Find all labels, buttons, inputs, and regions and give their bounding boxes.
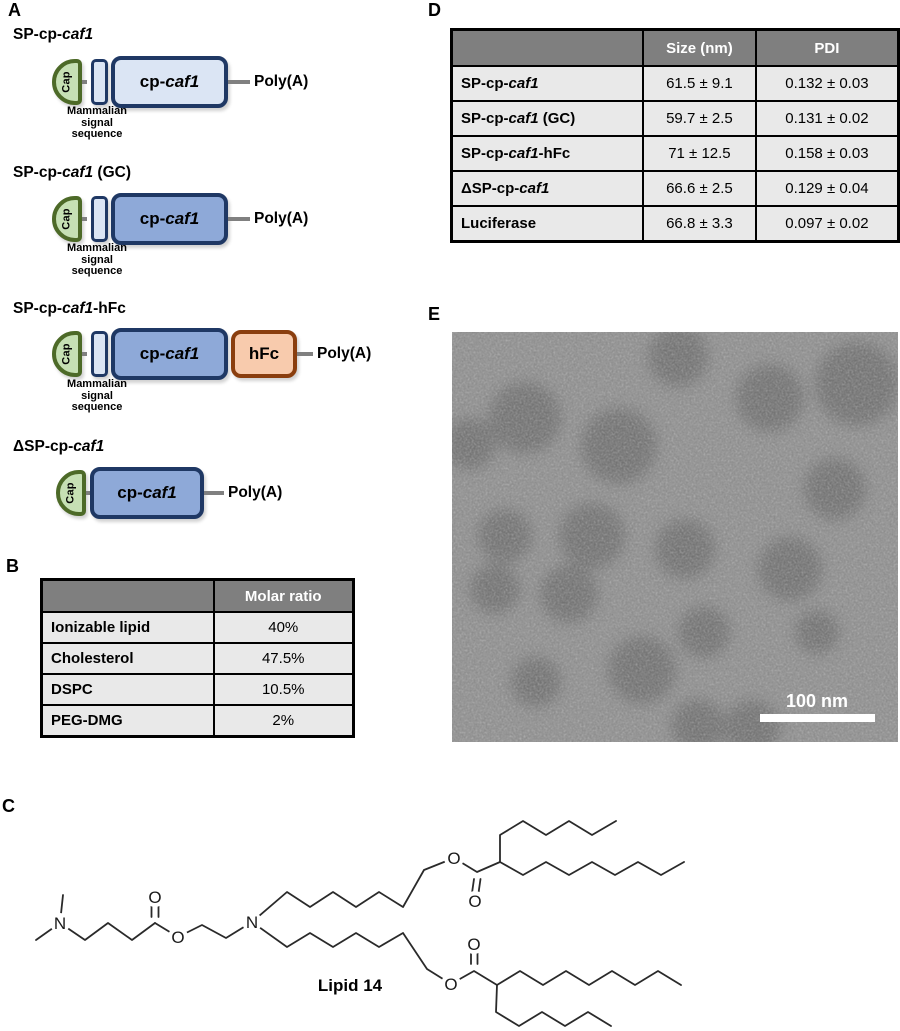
cap-label: Cap (64, 482, 77, 504)
atom-halos (50, 848, 485, 994)
component-name: Ionizable lipid (42, 612, 214, 643)
atom-label-o: O (468, 892, 482, 911)
table-row (452, 206, 899, 242)
table-row (42, 643, 354, 674)
table-row (42, 612, 354, 643)
construct-3-diagram (52, 327, 371, 381)
polya-label: Poly(A) (228, 484, 283, 501)
cap-connector (82, 217, 87, 221)
construct-1-diagram (52, 55, 308, 109)
cap-shape (52, 59, 82, 105)
header-size: Size (nm) (643, 30, 756, 67)
cds-box (111, 56, 228, 108)
signal-label-line1: Mammalian (67, 242, 127, 254)
scale-bar-label: 100 nm (785, 691, 849, 711)
polya-connector (228, 80, 250, 84)
signal-label-line2: signal (81, 389, 113, 402)
atom-labels (54, 849, 482, 994)
panel-c-label: C (2, 796, 15, 816)
molecule-name: Lipid 14 (317, 976, 383, 995)
lipid-structure (0, 780, 900, 1031)
size-value: 71 ± 12.5 (643, 136, 756, 171)
signal-label-line2: signal (81, 253, 113, 266)
panel-b-label: B (6, 556, 19, 576)
cds-box-label-pre: cp- (139, 344, 166, 363)
pdi-value: 0.129 ± 0.04 (756, 171, 899, 206)
cap-shape (52, 331, 82, 377)
size-value: 59.7 ± 2.5 (643, 101, 756, 136)
table-row (42, 674, 354, 705)
sample-name: ΔSP-cp-caf1 (452, 171, 644, 206)
sample-name: Luciferase (452, 206, 644, 242)
atom-label-n: N (245, 913, 259, 932)
atom-label-o: O (148, 888, 162, 907)
polya-label: Poly(A) (317, 345, 372, 362)
polya-label: Poly(A) (254, 210, 309, 227)
signal-label-line3: sequence (71, 128, 123, 140)
pdi-value: 0.097 ± 0.02 (756, 206, 899, 242)
size-value: 66.8 ± 3.3 (643, 206, 756, 242)
pdi-value: 0.158 ± 0.03 (756, 136, 899, 171)
cds-box-label-pre: cp- (139, 209, 166, 228)
signal-sequence-label (52, 379, 142, 414)
cds-box-label-pre: cp- (117, 483, 143, 502)
signal-sequence-label (52, 106, 142, 141)
atom-label-n: N (53, 914, 67, 933)
component-name: DSPC (42, 674, 214, 705)
table-row (452, 136, 899, 171)
polya-connector (228, 217, 250, 221)
signal-label-line1: Mammalian (67, 378, 127, 390)
table-header-row (452, 30, 899, 67)
component-value: 40% (214, 612, 354, 643)
polya-connector (204, 491, 224, 495)
sample-name: SP-cp-caf1-hFc (452, 136, 644, 171)
cap-shape (52, 196, 82, 242)
component-value: 10.5% (214, 674, 354, 705)
cap-shape (56, 470, 86, 516)
cap-connector (82, 80, 87, 84)
cds-box-label-gene: caf1 (142, 483, 177, 502)
signal-label-line2: signal (81, 116, 113, 129)
hfc-box: hFc (231, 330, 297, 378)
lipid-bonds (36, 821, 684, 1026)
cds-box (90, 467, 204, 519)
sample-name: SP-cp-caf1 (GC) (452, 101, 644, 136)
panel-d-label: D (428, 0, 441, 20)
table-row (42, 705, 354, 737)
cryo-em-micrograph (452, 332, 898, 742)
cds-box-label-gene: caf1 (165, 209, 200, 228)
construct-3-title-post: -hFc (93, 300, 126, 317)
cap-connector (82, 352, 87, 356)
table-row (452, 101, 899, 136)
sample-name: SP-cp-caf1 (452, 66, 644, 101)
atom-label-o: O (444, 975, 458, 994)
scale-bar (760, 714, 875, 722)
construct-2-title-gene: caf1 (62, 164, 94, 181)
panel-e-label: E (428, 304, 441, 324)
cap-label: Cap (60, 71, 73, 93)
cds-box-label-gene: caf1 (165, 72, 200, 91)
construct-4-diagram (56, 466, 282, 520)
signal-sequence-box (91, 196, 108, 242)
size-value: 61.5 ± 9.1 (643, 66, 756, 101)
construct-4-title-pre: ΔSP-cp- (13, 438, 74, 455)
em-grain-overlay (452, 332, 898, 742)
construct-1-title-pre: SP-cp- (13, 26, 63, 43)
construct-3-title-pre: SP-cp- (13, 300, 63, 317)
atom-label-o: O (447, 849, 461, 868)
component-value: 47.5% (214, 643, 354, 674)
polya-connector (297, 352, 313, 356)
construct-2-diagram (52, 192, 308, 246)
signal-label-line1: Mammalian (67, 105, 127, 117)
construct-2-title-post: (GC) (93, 164, 132, 181)
cap-label: Cap (60, 208, 73, 230)
pdi-value: 0.131 ± 0.02 (756, 101, 899, 136)
atom-label-o: O (467, 935, 481, 954)
size-value: 66.6 ± 2.5 (643, 171, 756, 206)
construct-3-title-gene: caf1 (62, 300, 94, 317)
cds-box-label-gene: caf1 (165, 344, 200, 363)
polya-label: Poly(A) (254, 73, 309, 90)
cds-box-label-pre: cp- (139, 72, 166, 91)
signal-sequence-box (91, 59, 108, 105)
construct-2-title (13, 164, 131, 182)
construct-4-title-gene: caf1 (73, 438, 105, 455)
table-row (452, 171, 899, 206)
header-molar-ratio: Molar ratio (214, 580, 354, 613)
component-name: PEG-DMG (42, 705, 214, 737)
header-blank (42, 580, 214, 613)
signal-label-line3: sequence (71, 401, 123, 413)
cds-box (111, 193, 228, 245)
component-name: Cholesterol (42, 643, 214, 674)
construct-1-title (13, 26, 93, 44)
construct-1-title-gene: caf1 (62, 26, 94, 43)
construct-2-title-pre: SP-cp- (13, 164, 63, 181)
characterization-table (450, 28, 900, 243)
component-value: 2% (214, 705, 354, 737)
table-row (452, 66, 899, 101)
atom-label-o: O (171, 928, 185, 947)
pdi-value: 0.132 ± 0.03 (756, 66, 899, 101)
construct-3-title (13, 300, 126, 318)
panel-a-label: A (8, 0, 21, 20)
cap-label: Cap (60, 343, 73, 365)
cds-box (111, 328, 228, 380)
formulation-table (40, 578, 355, 738)
signal-sequence-box (91, 331, 108, 377)
signal-sequence-label (52, 243, 142, 278)
header-blank (452, 30, 644, 67)
table-header-row (42, 580, 354, 613)
header-pdi: PDI (756, 30, 899, 67)
signal-label-line3: sequence (71, 265, 123, 277)
construct-4-title (13, 438, 104, 456)
